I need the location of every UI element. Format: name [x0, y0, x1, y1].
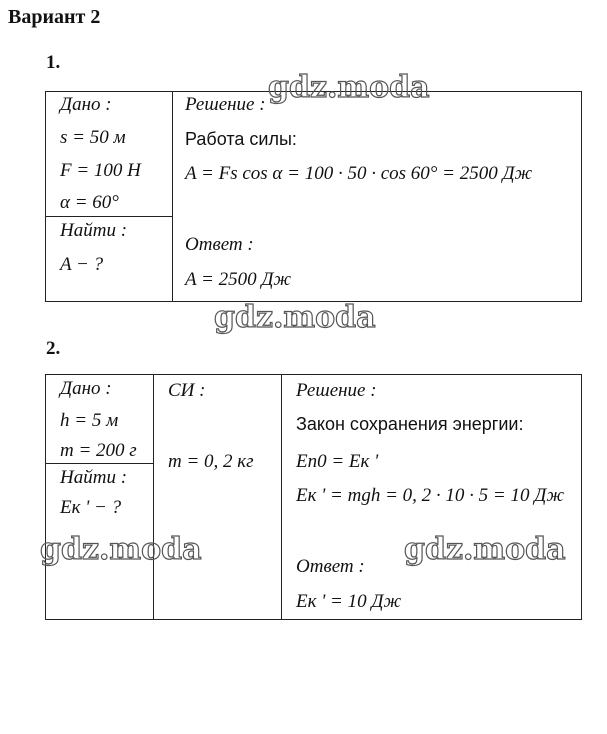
task2-si-label: СИ :: [168, 380, 206, 401]
task1-given-label: Дано :: [60, 94, 112, 115]
watermark: gdz.moda: [214, 300, 376, 335]
task2-given-2: m = 200 г: [60, 440, 137, 461]
task2-si-value: m = 0, 2 кг: [168, 451, 254, 472]
task2-answer-label: Ответ :: [296, 556, 365, 577]
task1-given-3: α = 60°: [60, 192, 119, 213]
task2-given-1: h = 5 м: [60, 410, 119, 431]
task1-find-label: Найти :: [60, 220, 128, 241]
watermark: gdz.moda: [268, 70, 430, 105]
task2-answer: Eк ' = 10 Дж: [296, 591, 402, 612]
task1-given-1: s = 50 м: [60, 127, 126, 148]
task2-find-label: Найти :: [60, 467, 128, 488]
task1-answer-label: Ответ :: [185, 234, 254, 255]
task2-find: Eк ' − ?: [60, 497, 122, 518]
task2-formula-1: En0 = Eк ': [296, 451, 379, 472]
task1-answer: A = 2500 Дж: [185, 269, 292, 290]
task1-find: A − ?: [60, 254, 104, 275]
task1-solution-text: Работа силы:: [185, 129, 297, 149]
task1-given-2: F = 100 Н: [60, 160, 141, 181]
task2-number: 2.: [46, 338, 61, 359]
task2-solution-label: Решение :: [296, 380, 377, 401]
task1-number: 1.: [46, 52, 61, 73]
page-title: Вариант 2: [8, 6, 101, 28]
task1-solution-label: Решение :: [185, 94, 266, 115]
watermark: gdz.moda: [40, 532, 202, 567]
task1-formula: A = Fs cos α = 100 · 50 · cos 60° = 2500 Дж: [185, 163, 533, 184]
task2-formula-2: Eк ' = mgh = 0, 2 · 10 · 5 = 10 Дж: [296, 485, 565, 506]
task2-solution-text: Закон сохранения энергии:: [296, 414, 524, 434]
watermark: gdz.moda: [404, 532, 566, 567]
task2-given-label: Дано :: [60, 378, 112, 399]
